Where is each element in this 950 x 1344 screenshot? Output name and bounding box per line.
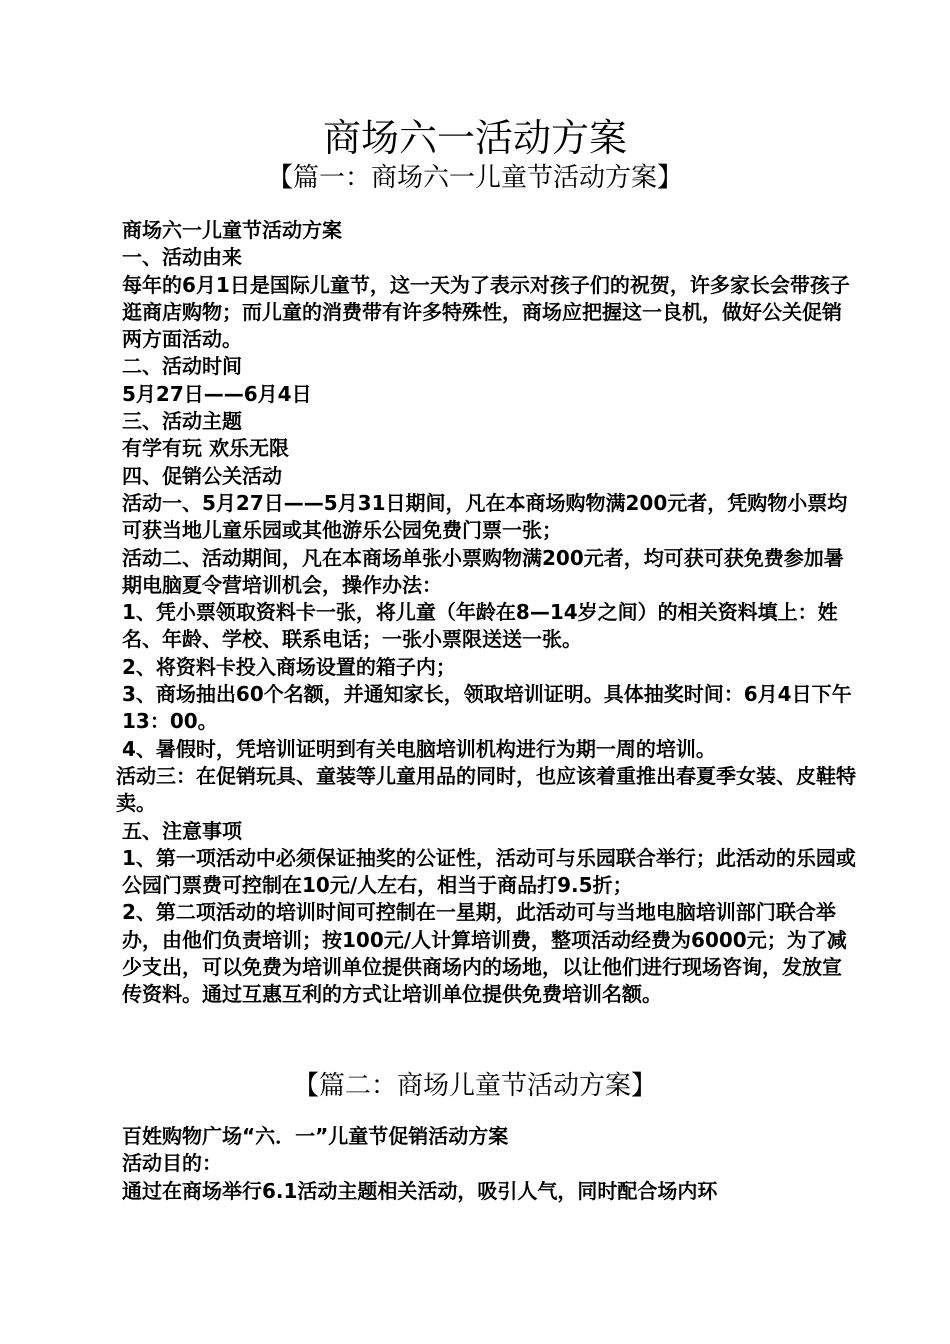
paragraph-theme: 有学有玩 欢乐无限 bbox=[122, 436, 289, 461]
paragraph-activity-one: 活动一、5月27日——5月31日期间，凡在本商场购物满200元者，凭购物小票均可获当地儿童乐园或其他游乐公园免费门票一张； bbox=[122, 490, 848, 543]
paragraph-activity-three: 活动三：在促销玩具、童装等儿童用品的同时，也应该着重推出春夏季女装、皮鞋特卖。 bbox=[116, 763, 856, 816]
list-item-note-2: 2、第二项活动的培训时间可控制在一星期，此活动可与当地电脑培训部门联合举办，由他们负责培训；按100元/人计算培训费，整项活动经费为6000元；为了减少支出，可以免费为培训单位提供商场内的场地，以让他们进行现场咨询，发放宣传资料。通过互惠互利的方式让培训单位提供免费培训名额。 bbox=[122, 900, 847, 1007]
list-item-step-1: 1、凭小票领取资料卡一张，将儿童（年龄在8—14岁之间）的相关资料填上：姓名、年龄、学校、联系电话；一张小票限送送一张。 bbox=[122, 600, 838, 652]
part1-subtitle: 商场六一儿童节活动方案 bbox=[122, 218, 342, 242]
list-item-note-1: 1、第一项活动中必须保证抽奖的公证性，活动可与乐园联合举行；此活动的乐园或公园门票费可控制在10元/人左右，相当于商品打9.5折； bbox=[122, 845, 856, 898]
list-item-step-4: 4、暑假时，凭培训证明到有关电脑培训机构进行为期一周的培训。 bbox=[122, 736, 716, 761]
section-heading-notes: 五、注意事项 bbox=[122, 818, 242, 843]
part2-subtitle: 百姓购物广场“六．一”儿童节促销活动方案 bbox=[122, 1124, 509, 1148]
part2-heading: 【篇二：商场儿童节活动方案】 bbox=[292, 1071, 657, 1101]
part1-body bbox=[116, 217, 856, 1009]
paragraph-activity-two: 活动二、活动期间，凡在本商场单张小票购物满200元者，均可获可获免费参加暑期电脑夏令营培训机会，操作办法： bbox=[122, 545, 844, 597]
list-item-step-3: 3、商场抽出60个名额，并通知家长，领取培训证明。具体抽奖时间：6月4日下午13：00。 bbox=[122, 682, 852, 734]
part1-heading: 【篇一：商场六一儿童节活动方案】 bbox=[266, 163, 683, 193]
paragraph-purpose: 通过在商场举行6.1活动主题相关活动，吸引人气，同时配合场内环 bbox=[122, 1178, 718, 1203]
section-heading-origin: 一、活动由来 bbox=[122, 245, 242, 270]
document-title: 商场六一活动方案 bbox=[322, 116, 627, 160]
section-heading-promotion: 四、促销公关活动 bbox=[122, 463, 282, 488]
list-item-step-2: 2、将资料卡投入商场设置的箱子内； bbox=[122, 654, 456, 679]
paragraph-time: 5月27日——6月4日 bbox=[122, 381, 312, 406]
section-heading-theme: 三、活动主题 bbox=[122, 409, 242, 434]
section-heading-purpose: 活动目的： bbox=[122, 1151, 222, 1176]
part2-body bbox=[116, 1123, 856, 1205]
paragraph-origin: 每年的6月1日是国际儿童节，这一天为了表示对孩子们的祝贺，许多家长会带孩子逛商店购物；而儿童的消费带有许多特殊性，商场应把握这一良机，做好公关促销两方面活动。 bbox=[122, 272, 850, 352]
section-heading-time: 二、活动时间 bbox=[122, 354, 242, 379]
